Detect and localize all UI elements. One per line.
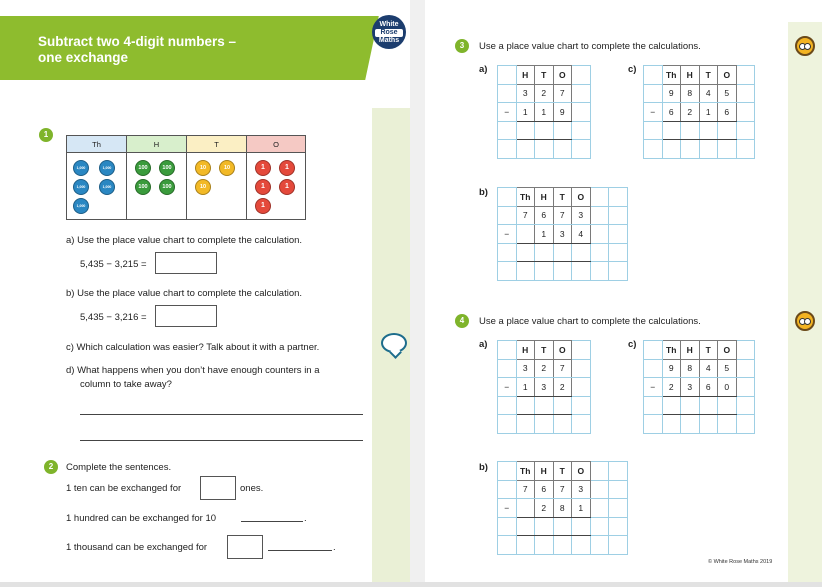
q4-instruction: Use a place value chart to complete the calculations. xyxy=(479,316,701,327)
q4a-grid: H T O 3 2 7 − 1 3 2 xyxy=(497,340,591,434)
hundred-counter: 100 xyxy=(135,160,151,176)
page-spine xyxy=(410,0,425,587)
q2-sentence2-end: . xyxy=(304,513,307,524)
chart-column-t: T 10 10 10 xyxy=(187,136,247,219)
one-counter: 1 xyxy=(255,198,271,214)
q2-sentence1: 1 ten can be exchanged for xyxy=(66,483,182,494)
question-3-number: 3 xyxy=(455,39,469,53)
q1d-text-line2: column to take away? xyxy=(80,379,172,390)
right-margin-strip xyxy=(788,22,822,587)
one-counter: 1 xyxy=(255,160,271,176)
q2-sentence3-end: . xyxy=(333,542,336,553)
hundred-counter: 100 xyxy=(159,179,175,195)
one-counter: 1 xyxy=(255,179,271,195)
chart-column-o: O 1 1 1 1 1 xyxy=(247,136,305,219)
reasoning-character-icon xyxy=(795,36,815,56)
hundred-counter: 100 xyxy=(159,160,175,176)
copyright-text: © White Rose Maths 2019 xyxy=(708,559,773,565)
q1a-calc: 5,435 − 3,215 = xyxy=(80,259,147,270)
thousand-counter: 1,000 xyxy=(99,179,115,195)
one-counter: 1 xyxy=(279,179,295,195)
q1c-text: c) Which calculation was easier? Talk about it with a partner. xyxy=(66,342,320,353)
q2-s1-answer-box[interactable] xyxy=(200,476,236,500)
q2-sentence1-end: ones. xyxy=(240,483,264,494)
q4c-label: c) xyxy=(628,339,637,350)
reasoning-character-icon xyxy=(795,311,815,331)
q4a-label: a) xyxy=(479,339,488,350)
thousand-counter: 1,000 xyxy=(99,160,115,176)
q3a-grid: H T O 3 2 7 − 1 1 9 xyxy=(497,65,591,159)
chart-column-h: H 100 100 100 100 xyxy=(127,136,187,219)
q2-sentence2: 1 hundred can be exchanged for 10 xyxy=(66,513,217,524)
talk-speech-bubble-icon xyxy=(381,333,407,353)
page-title: Subtract two 4-digit numbers – one exchange xyxy=(38,34,237,65)
question-1-number: 1 xyxy=(39,128,53,142)
q3-instruction: Use a place value chart to complete the calculations. xyxy=(479,41,701,52)
q2-s3-answer-box[interactable] xyxy=(227,535,263,559)
q3b-grid: Th H T O 7 6 7 3 − 1 3 4 xyxy=(497,187,628,281)
q1d-text-line1: d) What happens when you don’t have enough counters in a xyxy=(66,365,320,376)
q3c-label: c) xyxy=(628,64,637,75)
q4b-label: b) xyxy=(479,462,488,473)
q3b-label: b) xyxy=(479,187,488,198)
thousand-counter: 1,000 xyxy=(73,179,89,195)
q1b-calc: 5,435 − 3,216 = xyxy=(80,312,147,323)
q1a-answer-box[interactable] xyxy=(155,252,217,274)
ten-counter: 10 xyxy=(195,160,211,176)
q1b-text: b) Use the place value chart to complete the calculation. xyxy=(66,288,303,299)
ten-counter: 10 xyxy=(195,179,211,195)
q1b-answer-box[interactable] xyxy=(155,305,217,327)
one-counter: 1 xyxy=(279,160,295,176)
q4c-grid: Th H T O 9 8 4 5 − 2 3 6 0 xyxy=(643,340,755,434)
bottom-strip xyxy=(0,582,822,587)
white-rose-logo: White Rose Maths xyxy=(372,15,406,49)
q1d-answer-line[interactable] xyxy=(80,414,363,415)
q2-s3-answer-line[interactable] xyxy=(268,550,332,551)
q2-s2-answer-line[interactable] xyxy=(241,521,303,522)
chart-column-th: Th 1,000 1,000 1,000 1,000 1,000 xyxy=(67,136,127,219)
q3c-grid: Th H T O 9 8 4 5 − 6 2 1 6 xyxy=(643,65,755,159)
q1a-text: a) Use the place value chart to complete the calculation. xyxy=(66,235,303,246)
ten-counter: 10 xyxy=(219,160,235,176)
q3a-label: a) xyxy=(479,64,488,75)
thousand-counter: 1,000 xyxy=(73,160,89,176)
q2-sentence3: 1 thousand can be exchanged for xyxy=(66,542,208,553)
q4b-grid: Th H T O 7 6 7 3 − 2 8 1 xyxy=(497,461,628,555)
place-value-chart xyxy=(66,135,306,220)
question-2-number: 2 xyxy=(44,460,58,474)
q1d-answer-line[interactable] xyxy=(80,440,363,441)
hundred-counter: 100 xyxy=(135,179,151,195)
question-4-number: 4 xyxy=(455,314,469,328)
thousand-counter: 1,000 xyxy=(73,198,89,214)
q2-intro: Complete the sentences. xyxy=(66,462,172,473)
